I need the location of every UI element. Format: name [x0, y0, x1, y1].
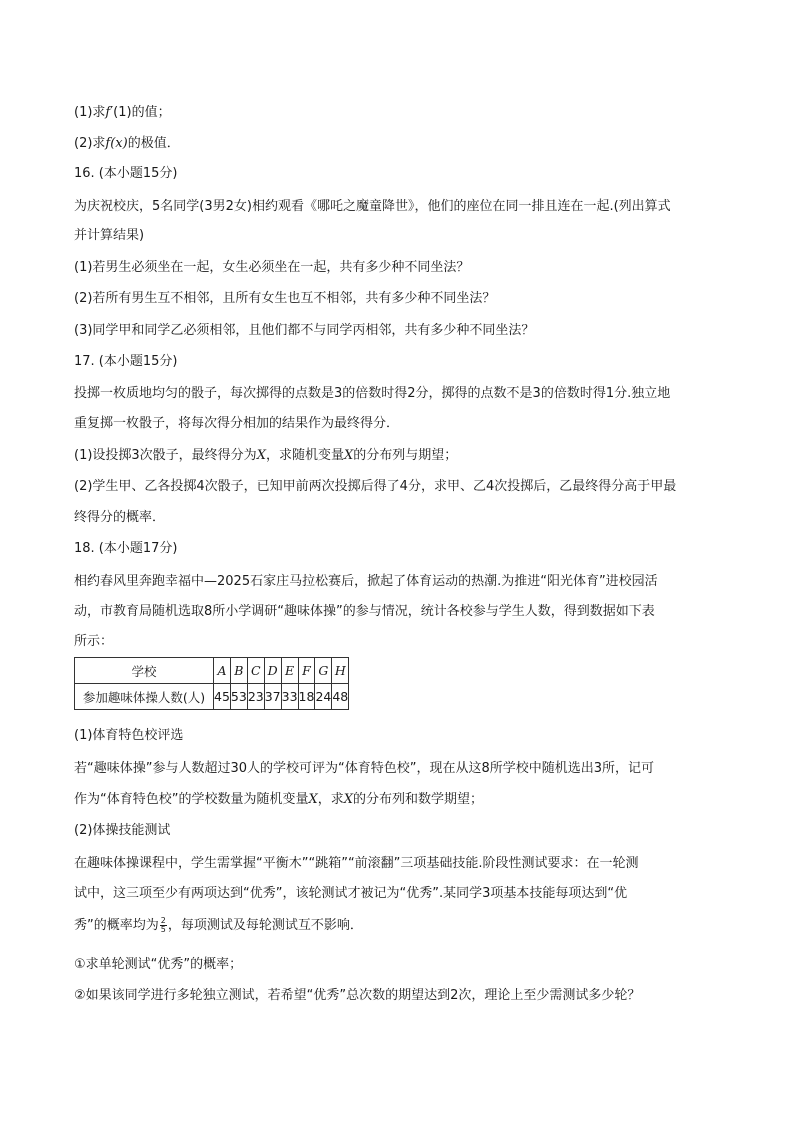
q15-part1-func: f [105, 105, 111, 120]
q17-header: 17. (本小题15分) [74, 354, 178, 369]
participation-table [74, 657, 349, 710]
q17-part1-var-x: X [256, 448, 266, 463]
table-count-a: 45 [214, 684, 231, 710]
probability-fraction [160, 917, 167, 934]
q17-part2-line1: (2)学生甲、乙各投掷4次骰子，已知甲前两次投掷后得了4分，求甲、乙4次投掷后，乙最终得分高于甲最 [74, 479, 677, 494]
q17-part1-var-x2: X [343, 448, 354, 463]
q16-part2: (2)若所有男生互不相邻，且所有女生也互不相邻，共有多少种不同坐法？ [74, 291, 496, 306]
q18-stem-line2: 动，市教育局随机选取8所小学调研“趣味体操”的参与情况，统计各校参与学生人数，得到数据如下表 [74, 604, 655, 619]
q16-header: 16. (本小题15分) [74, 166, 178, 181]
q18-header: 18. (本小题17分) [74, 541, 178, 556]
fraction-denominator: 5 [160, 925, 166, 934]
q17-part2-line2: 终得分的概率． [74, 510, 166, 525]
table-header-school: 学校 [75, 658, 214, 684]
q18-sub2-line3 [74, 917, 724, 935]
q15-part2-func: f [105, 136, 111, 151]
q18-stem-line1: 相约春风里奔跑幸福中—2025石家庄马拉松赛后，掀起了体育运动的热潮.为推进“阳光体育”进校园活 [74, 574, 658, 589]
table-count-f: 18 [298, 684, 315, 710]
q18-sub2-text-a: 秀”的概率均为 [74, 918, 159, 933]
q16-stem-line2: 并计算结果) [74, 228, 145, 243]
q18-sub1-text-b: ，求 [317, 792, 344, 807]
table-count-e: 33 [281, 684, 298, 710]
table-school-f: F [298, 658, 315, 684]
q17-part1-text-b: ，求随机变量 [265, 448, 344, 463]
q18-sub1-var-x: X [308, 792, 318, 807]
q16-stem-line1: 为庆祝校庆，5名同学(3男2女)相约观看《哪吒之魔童降世》，他们的座位在同一排且连在一起.(列出算式 [74, 199, 671, 214]
q16-part3: (3)同学甲和同学乙必须相邻，且他们都不与同学丙相邻，共有多少种不同坐法？ [74, 323, 535, 338]
q18-sub1-line1: 若“趣味体操”参与人数超过30人的学校可评为“体育特色校”，现在从这8所学校中随机选出3所，记可 [74, 761, 655, 776]
table-school-b: B [230, 658, 247, 684]
q18-item1: ①求单轮测试“优秀”的概率； [74, 957, 243, 972]
q17-part1-text-c: 的分布列与期望； [353, 448, 458, 463]
q18-sub1-text-c: 的分布列和数学期望； [353, 792, 484, 807]
q18-sub1-title: (1)体育特色校评选 [74, 728, 184, 743]
q15-part1-prefix: (1)求 [74, 105, 106, 120]
q15-part1 [74, 104, 724, 122]
q18-sub1-var-x2: X [343, 792, 354, 807]
q18-sub1-line2 [74, 791, 724, 809]
q15-part2-suffix: 的极值． [127, 136, 180, 151]
table-school-g: G [315, 658, 332, 684]
table-school-d: D [264, 658, 281, 684]
table-count-b: 53 [230, 684, 247, 710]
q15-part2-prefix: (2)求 [74, 136, 106, 151]
q15-part2 [74, 135, 724, 153]
q17-part1 [74, 447, 724, 465]
q17-stem-line2: 重复掷一枚骰子，将每次得分相加的结果作为最终得分． [74, 416, 400, 431]
table-count-d: 37 [264, 684, 281, 710]
table-row [75, 684, 349, 710]
q18-sub2-line2: 试中，这三项至少有两项达到“优秀”，该轮测试才被记为“优秀”.某同学3项基本技能每项达到“优 [74, 886, 628, 901]
table-count-g: 24 [315, 684, 332, 710]
table-school-c: C [247, 658, 264, 684]
q17-part1-text-a: (1)设投掷3次骰子，最终得分为 [74, 448, 257, 463]
q18-item2: ②如果该同学进行多轮独立测试，若希望“优秀”总次数的期望达到2次，理论上至少需测试多少轮？ [74, 988, 641, 1003]
q18-sub2-text-b: ，每项测试及每轮测试互不影响． [167, 918, 363, 933]
table-school-a: A [214, 658, 231, 684]
table-school-h: H [332, 658, 349, 684]
q18-sub1-text-a: 作为“体育特色校”的学校数量为随机变量 [74, 792, 309, 807]
fraction-numerator: 2 [160, 916, 166, 925]
table-header-count: 参加趣味体操人数(人) [75, 684, 214, 710]
q15-part2-var: (x) [110, 136, 128, 151]
table-count-c: 23 [247, 684, 264, 710]
table-row [75, 658, 349, 684]
table-count-h: 48 [332, 684, 349, 710]
table-school-e: E [281, 658, 298, 684]
q18-sub2-title: (2)体操技能测试 [74, 823, 171, 838]
q16-part1: (1)若男生必须坐在一起，女生必须坐在一起，共有多少种不同坐法？ [74, 260, 470, 275]
q18-sub2-line1: 在趣味体操课程中，学生需掌握“平衡木”“跳箱”“前滚翻”三项基础技能.阶段性测试要求：在一轮测 [74, 856, 639, 871]
q17-stem-line1: 投掷一枚质地均匀的骰子，每次掷得的点数是3的倍数时得2分，掷得的点数不是3的倍数时得1分.独立地 [74, 386, 671, 401]
q15-part1-suffix: ′(1)的值； [110, 105, 171, 120]
q18-stem-line3: 所示： [74, 634, 114, 649]
